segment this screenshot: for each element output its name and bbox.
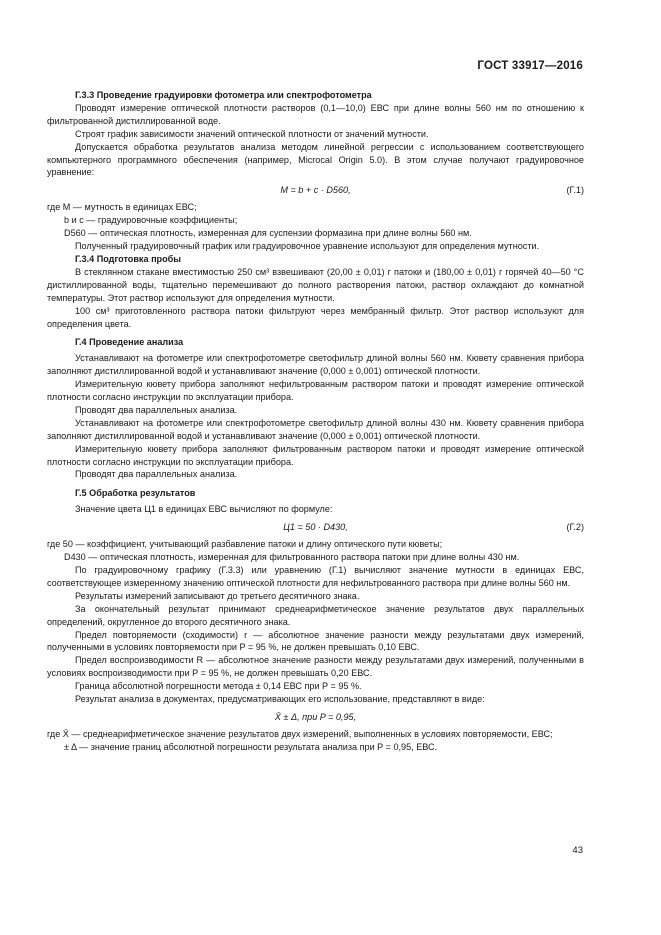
paragraph: Предел повторяемости (сходимости) r — абсолютное значение разности между результатами двух измерений, полученными в условиях повторяемости при P = 95 %, не должен превышать 0,10 ЕВС. [47,629,584,653]
paragraph: Полученный градуировочный график или градуировочное уравнение используют для определения мутности. [75,241,540,252]
section-heading: Г.3.3 Проведение градуировки фотометра или спектрофотометра [75,90,372,100]
paragraph: Проводят измерение оптической плотности растворов (0,1—10,0) ЕВС при длине волны 560 нм по отношению к фильтрованной дистиллированной воде. [47,102,584,126]
paragraph: Проводят два параллельных анализа. [75,469,238,480]
paragraph: Допускается обработка результатов анализа методом линейной регрессии с использованием соответствующего компьютерного программного обеспечения (например, Microcal Origin 5.0). В этом случае получают градуировочное уравнение: [47,141,584,178]
where-line: ± Δ — значение границ абсолютной погрешности результата анализа при P = 0,95, ЕВС. [64,741,438,752]
where-line: b и c — градуировочные коэффициенты; [64,215,238,226]
paragraph: Измерительную кювету прибора заполняют нефильтрованным раствором патоки и проводят измерение оптической плотности согласно инструкции по эксплуатации прибора. [47,379,584,403]
paragraph: Устанавливают на фотометре или спектрофотометре светофильтр длиной волны 560 нм. Кювету сравнения прибора заполняют дистиллированной водой и устанавливают значение (0,000 ± 0,001) оптической плотности. [47,353,584,377]
paragraph: Строят график зависимости значений оптической плотности от значений мутности. [75,128,429,139]
where-line: где 50 — коэффициент, учитывающий разбавление патоки и длину оптического пути кюветы; [47,539,443,550]
section-heading: Г.5 Обработка результатов [75,488,196,499]
where-line: D430 — оптическая плотность, измеренная для фильтрованного раствора патоки при длине волны 430 нм. [64,552,520,563]
paragraph: Проводят два параллельных анализа. [75,404,238,415]
formula: M = b + c · D560, [280,185,351,196]
paragraph: Граница абсолютной погрешности метода ± 0,14 ЕВС при P = 95 %. [75,681,362,692]
paragraph: 100 см³ приготовленного раствора патоки фильтруют через мембранный фильтр. Этот раствор используют для определения цвета. [47,305,584,329]
formula-number: (Г.1) [566,185,584,196]
paragraph: В стеклянном стакане вместимостью 250 см³ взвешивают (20,00 ± 0,01) г патоки и (180,00 ± 0,01) г горячей 40—50 °С дистиллированной воды, тщательно перемешивают до полного растворения патоки, раствор охлаждают до комнатной температуры. Этот раствор используют для определения мутности. [47,266,584,303]
section-heading: Г.4 Проведение анализа [75,337,184,348]
formula-block [47,706,584,728]
where-line: где M — мутность в единицах ЕВС; [47,202,197,213]
paragraph: Предел воспроизводимости R — абсолютное значение разности между результатами двух измерений, полученными в условиях воспроизводимости при P = 95 %, не должен превышать 0,20 ЕВС. [47,655,584,679]
paragraph: Результаты измерений записывают до третьего десятичного знака. [75,590,360,601]
where-line: где X̄ — среднеарифметическое значение результатов двух измерений, выполненных в условиях повторяемости, ЕВС; [47,728,553,739]
paragraph: Результат анализа в документах, предусматривающих его использование, представляют в виде: [75,694,485,705]
where-line: D560 — оптическая плотность, измеренная для суспензии формазина при длине волны 560 нм. [64,228,472,239]
page-number: 43 [572,845,583,856]
paragraph: Устанавливают на фотометре или спектрофотометре светофильтр длиной волны 430 нм. Кювету сравнения прибора заполняют дистиллированной водой и устанавливают значение (0,000 ± 0,001) оптической плотности. [47,417,584,441]
paragraph: По градуировочному графику (Г.3.3) или уравнению (Г.1) вычисляют значение мутности в единицах ЕВС, соответствующее измеренному значению оптической плотности для нефильтрованного раствора при длине волны 560 нм. [47,565,584,588]
document-body [47,89,584,754]
document-header-id: ГОСТ 33917—2016 [477,60,583,72]
paragraph: За окончательный результат принимают среднеарифметическое значение результатов двух параллельных определений, округленное до второго десятичного знака. [47,603,584,627]
formula-block [47,179,584,201]
section-heading: Г.3.4 Подготовка пробы [75,253,182,264]
formula-number: (Г.2) [566,522,584,533]
formula-block [47,516,584,538]
formula: X̄ ± Δ, при P = 0,95, [274,711,357,722]
paragraph: Значение цвета Ц1 в единицах ЕВС вычисляют по формуле: [75,504,333,515]
paragraph: Измерительную кювету прибора заполняют фильтрованным раствором патоки и проводят измерение оптической плотности согласно инструкции по эксплуатации прибора. [47,443,584,467]
formula: Ц1 = 50 · D430, [283,522,348,533]
